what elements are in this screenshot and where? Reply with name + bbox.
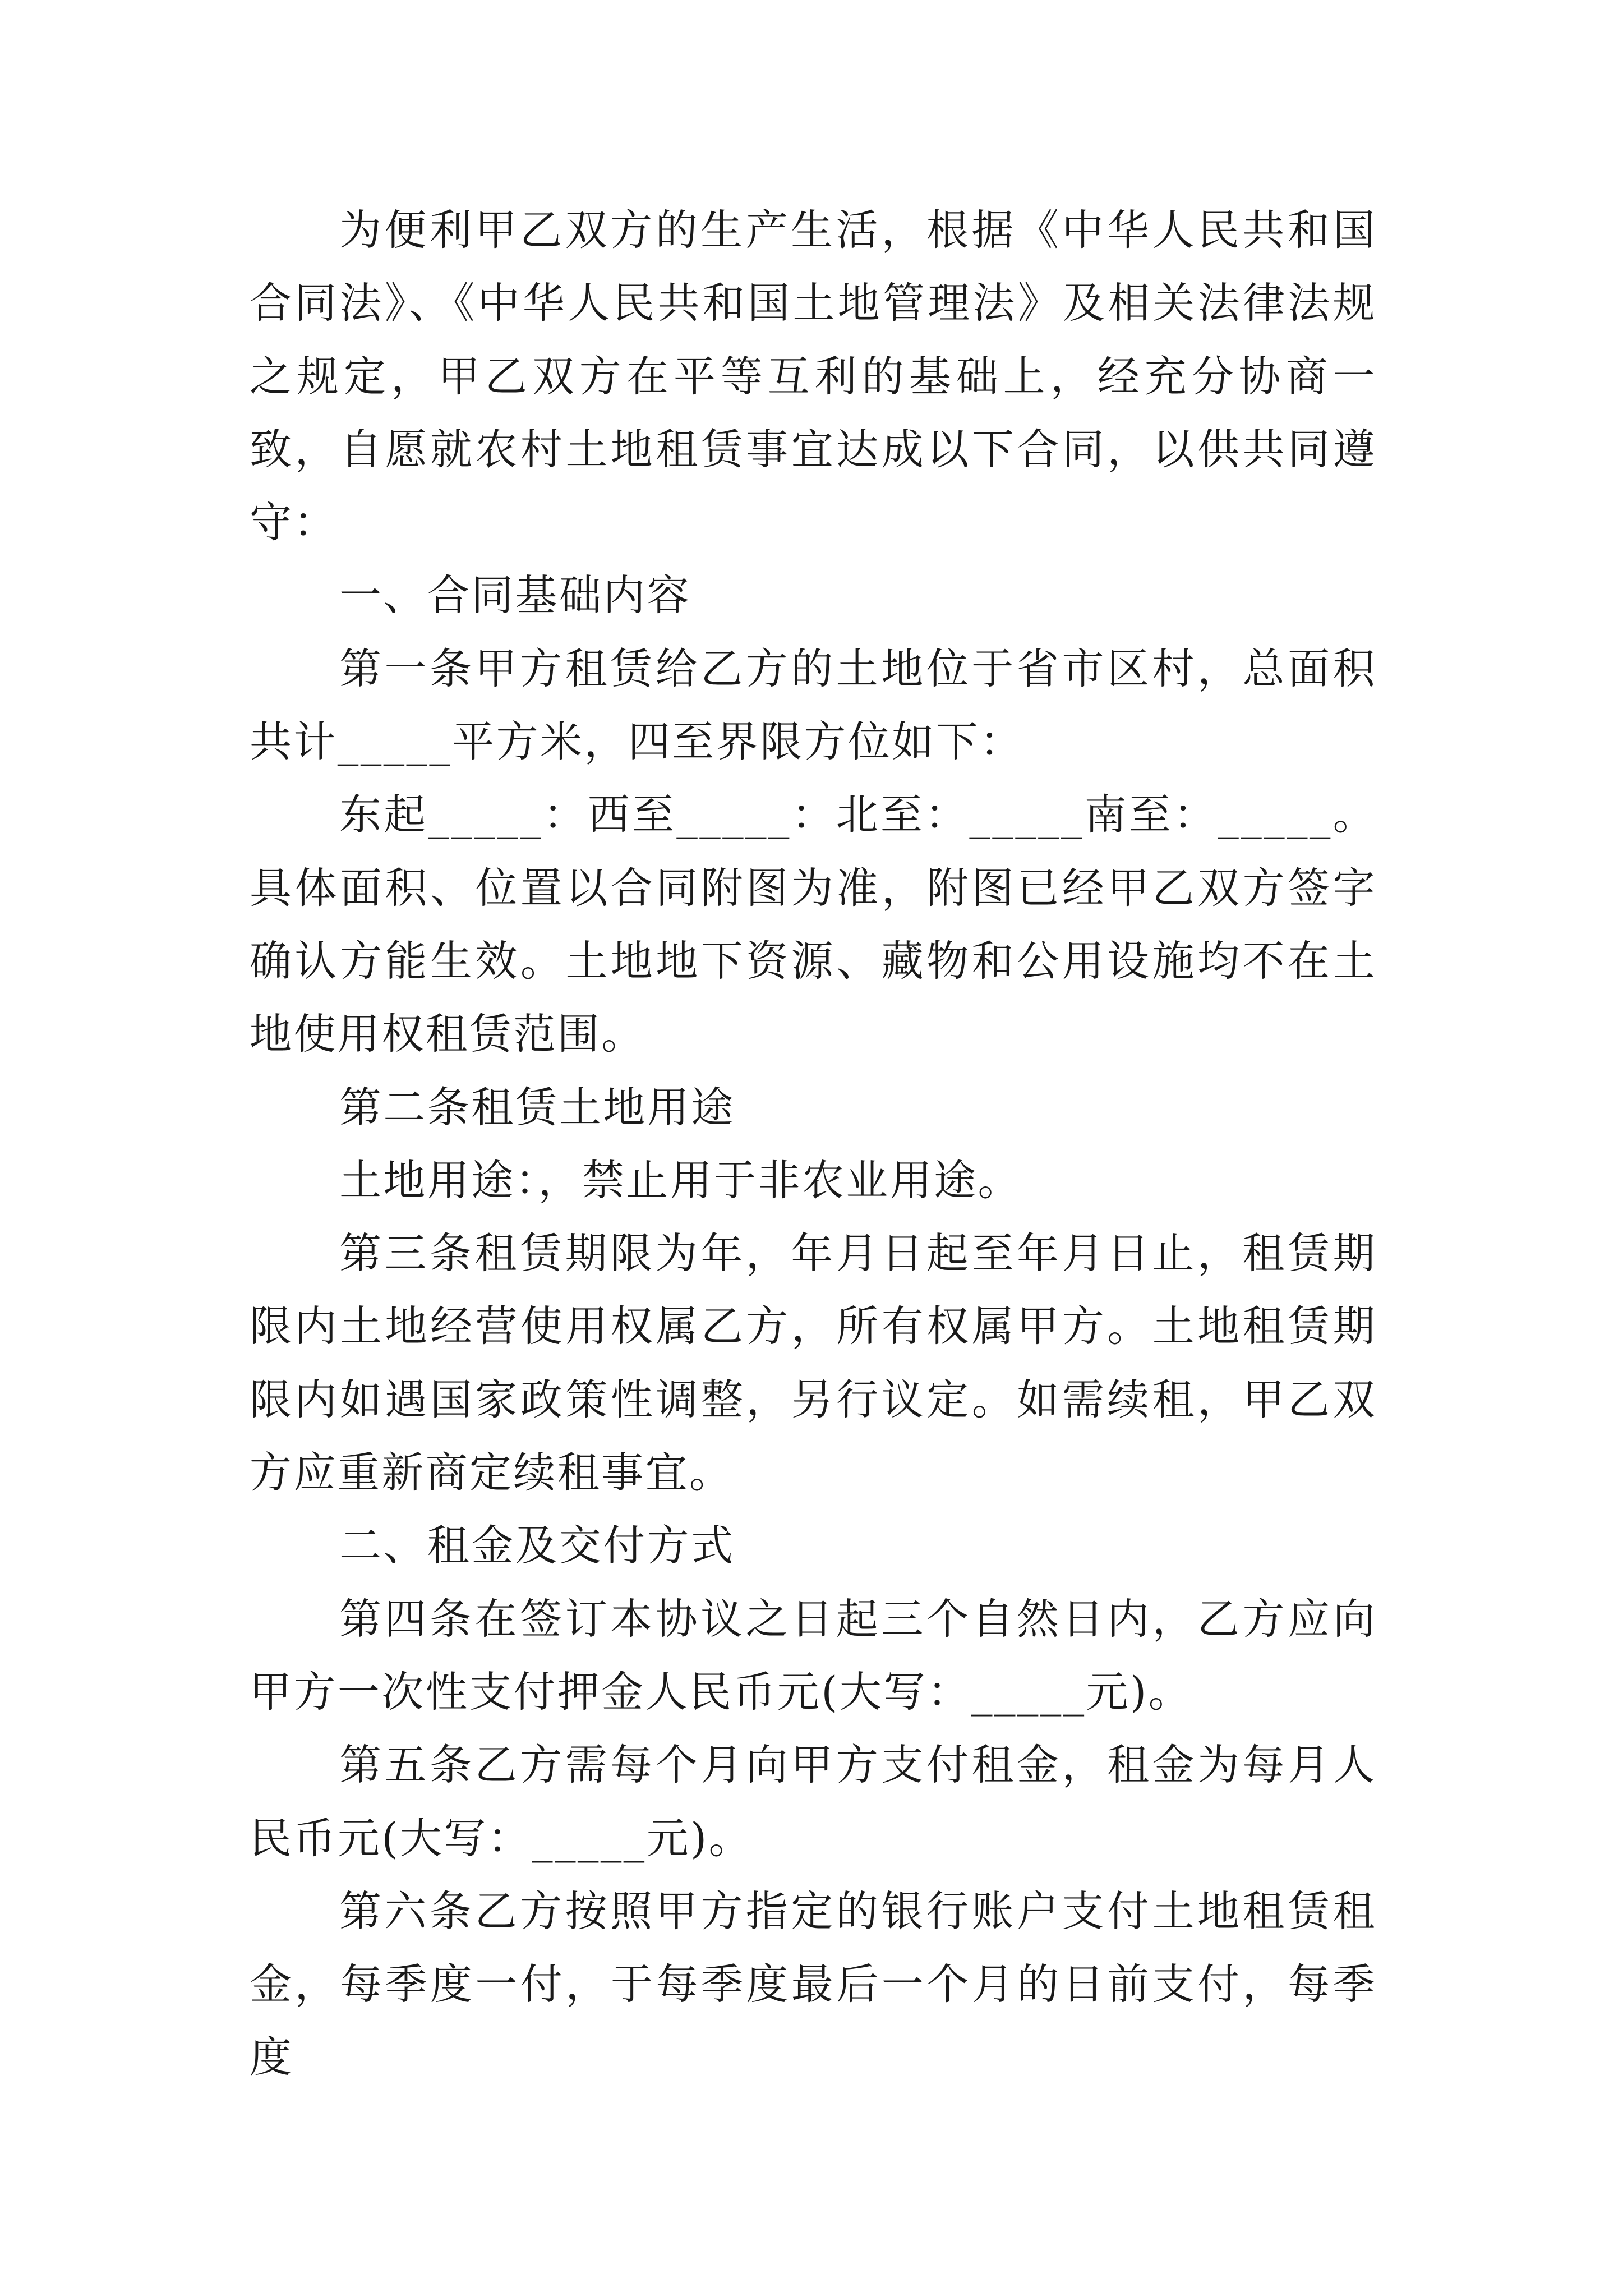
- document-body: [250, 194, 1377, 2094]
- article-4-deposit: 第四条在签订本协议之日起三个自然日内，乙方应向甲方一次性支付押金人民币元(大写：_____元)。: [250, 1594, 1377, 1717]
- section-heading-basic-content: 一、合同基础内容: [339, 570, 691, 620]
- article-1-boundaries: 东起_____：西至_____：北至：_____南至：_____。具体面积、位置以合同附图为准，附图已经甲乙双方签字确认方能生效。土地地下资源、藏物和公用设施均不在土地使用权租赁范围。: [250, 790, 1377, 1059]
- article-5-monthly-rent: 第五条乙方需每个月向甲方支付租金，租金为每月人民币元(大写：_____元)。: [250, 1740, 1377, 1863]
- article-6-payment-method: 第六条乙方按照甲方指定的银行账户支付土地租赁租金，每季度一付，于每季度最后一个月的日前支付，每季度: [250, 1886, 1377, 2082]
- paragraph-preamble: 为便利甲乙双方的生产生活，根据《中华人民共和国合同法》、《中华人民共和国土地管理法》及相关法律法规之规定，甲乙双方在平等互利的基础上，经充分协商一致，自愿就农村土地租赁事宜达成以下合同，以供共同遵守：: [250, 205, 1377, 547]
- article-3-lease-term: 第三条租赁期限为年，年月日起至年月日止，租赁期限内土地经营使用权属乙方，所有权属甲方。土地租赁期限内如遇国家政策性调整，另行议定。如需续租，甲乙双方应重新商定续租事宜。: [250, 1228, 1377, 1498]
- section-heading-rent-payment: 二、租金及交付方式: [339, 1521, 735, 1571]
- article-2-land-use: 土地用途：，禁止用于非农业用途。: [339, 1155, 1022, 1205]
- article-2-heading: 第二条租赁土地用途: [339, 1082, 735, 1132]
- article-1-location: 第一条甲方租赁给乙方的土地位于省市区村，总面积共计_____平方米，四至界限方位如下：: [250, 643, 1377, 767]
